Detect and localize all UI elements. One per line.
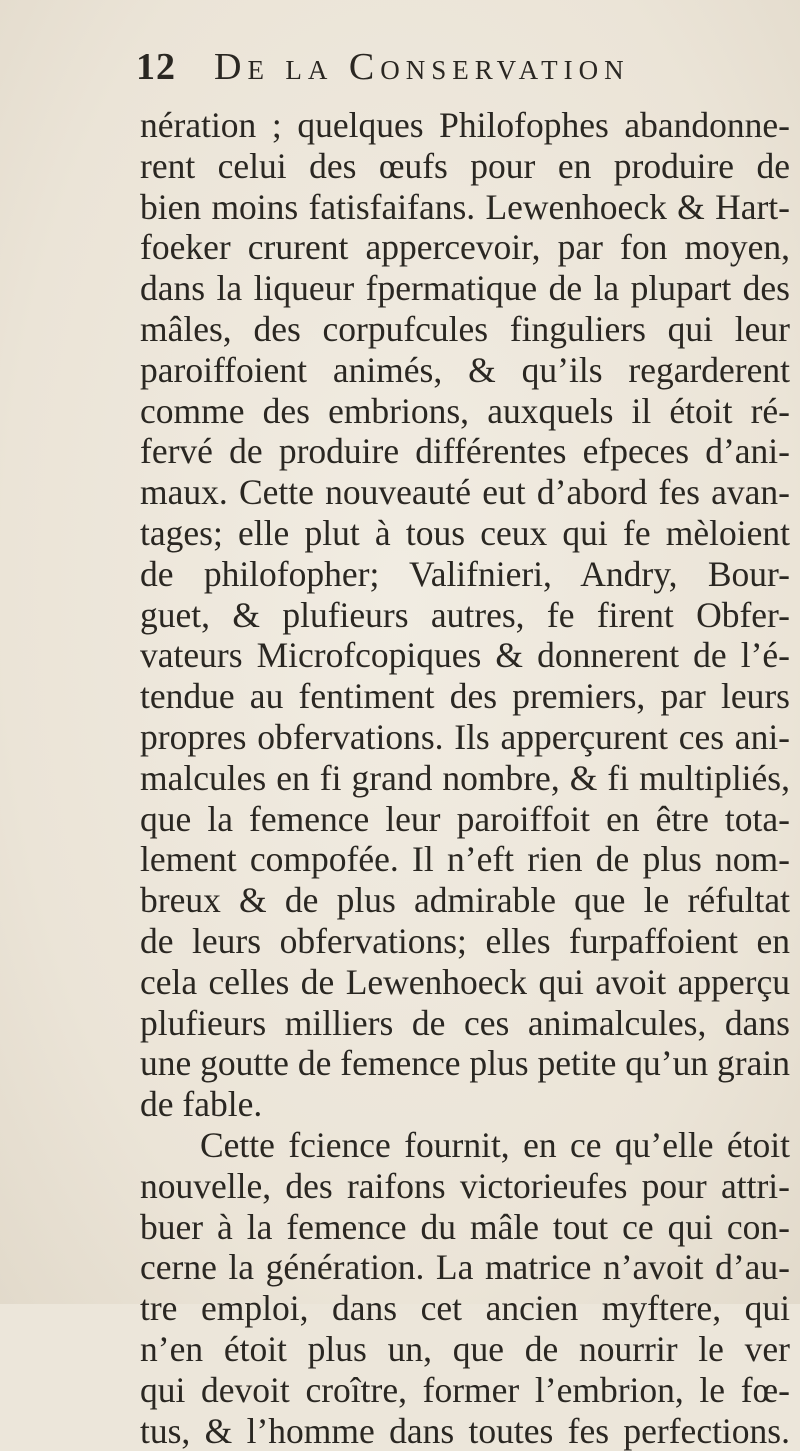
text-line: que la femence leur paroiffoit en être tota-: [140, 799, 790, 840]
text-line: mâles, des corpufcules finguliers qui leur: [140, 309, 790, 350]
page-header: [136, 42, 756, 92]
text-line: guet, & plufieurs autres, fe firent Obfer-: [140, 595, 790, 636]
text-line: vateurs Microfcopiques & donnerent de l’é-: [140, 635, 790, 676]
text-line: bien moins fatisfaifans. Lewenhoeck & Hart-: [140, 187, 790, 228]
body-text: [140, 105, 790, 1451]
text-line: paroiffoient animés, & qu’ils regarderent: [140, 350, 790, 391]
text-line: foeker crurent appercevoir, par fon moyen,: [140, 227, 790, 268]
text-line: de leurs obfervations; elles furpaffoient en: [140, 921, 790, 962]
running-head: De la Conservation: [214, 45, 630, 89]
text-line: breux & de plus admirable que le réfultat: [140, 880, 790, 921]
text-line: maux. Cette nouveauté eut d’abord fes avan-: [140, 472, 790, 513]
text-line: une goutte de femence plus petite qu’un grain: [140, 1043, 790, 1084]
text-line: lement compofée. Il n’eft rien de plus nom-: [140, 839, 790, 880]
text-line: nouvelle, des raifons victorieufes pour attri-: [140, 1166, 790, 1207]
text-line: de philofopher; Valifnieri, Andry, Bour-: [140, 554, 790, 595]
text-line: nération ; quelques Philofophes abandonne-: [140, 105, 790, 146]
text-line: comme des embrions, auxquels il étoit ré-: [140, 391, 790, 432]
text-line: tages; elle plut à tous ceux qui fe mèloient: [140, 513, 790, 554]
text-line: plufieurs milliers de ces animalcules, dans: [140, 1003, 790, 1044]
text-line: de fable.: [140, 1084, 790, 1125]
text-line: tus, & l’homme dans toutes fes perfections.: [140, 1411, 790, 1451]
text-line: rent celui des œufs pour en produire de: [140, 146, 790, 187]
text-line: propres obfervations. Ils apperçurent ces ani-: [140, 717, 790, 758]
text-line: qui devoit croître, former l’embrion, le fœ-: [140, 1370, 790, 1411]
text-line: tendue au fentiment des premiers, par leurs: [140, 676, 790, 717]
text-line: cela celles de Lewenhoeck qui avoit apperçu: [140, 962, 790, 1003]
text-line: malcules en fi grand nombre, & fi multipliés,: [140, 758, 790, 799]
paragraph-start-line: Cette fcience fournit, en ce qu’elle étoit: [140, 1125, 790, 1166]
text-line: tre emploi, dans cet ancien myftere, qui: [140, 1288, 790, 1329]
page-number: 12: [136, 45, 176, 89]
text-line: buer à la femence du mâle tout ce qui con-: [140, 1207, 790, 1248]
text-line: cerne la génération. La matrice n’avoit d’au-: [140, 1247, 790, 1288]
text-line: dans la liqueur fpermatique de la plupart des: [140, 268, 790, 309]
text-line: n’en étoit plus un, que de nourrir le ver: [140, 1329, 790, 1370]
text-line: fervé de produire différentes efpeces d’ani-: [140, 431, 790, 472]
